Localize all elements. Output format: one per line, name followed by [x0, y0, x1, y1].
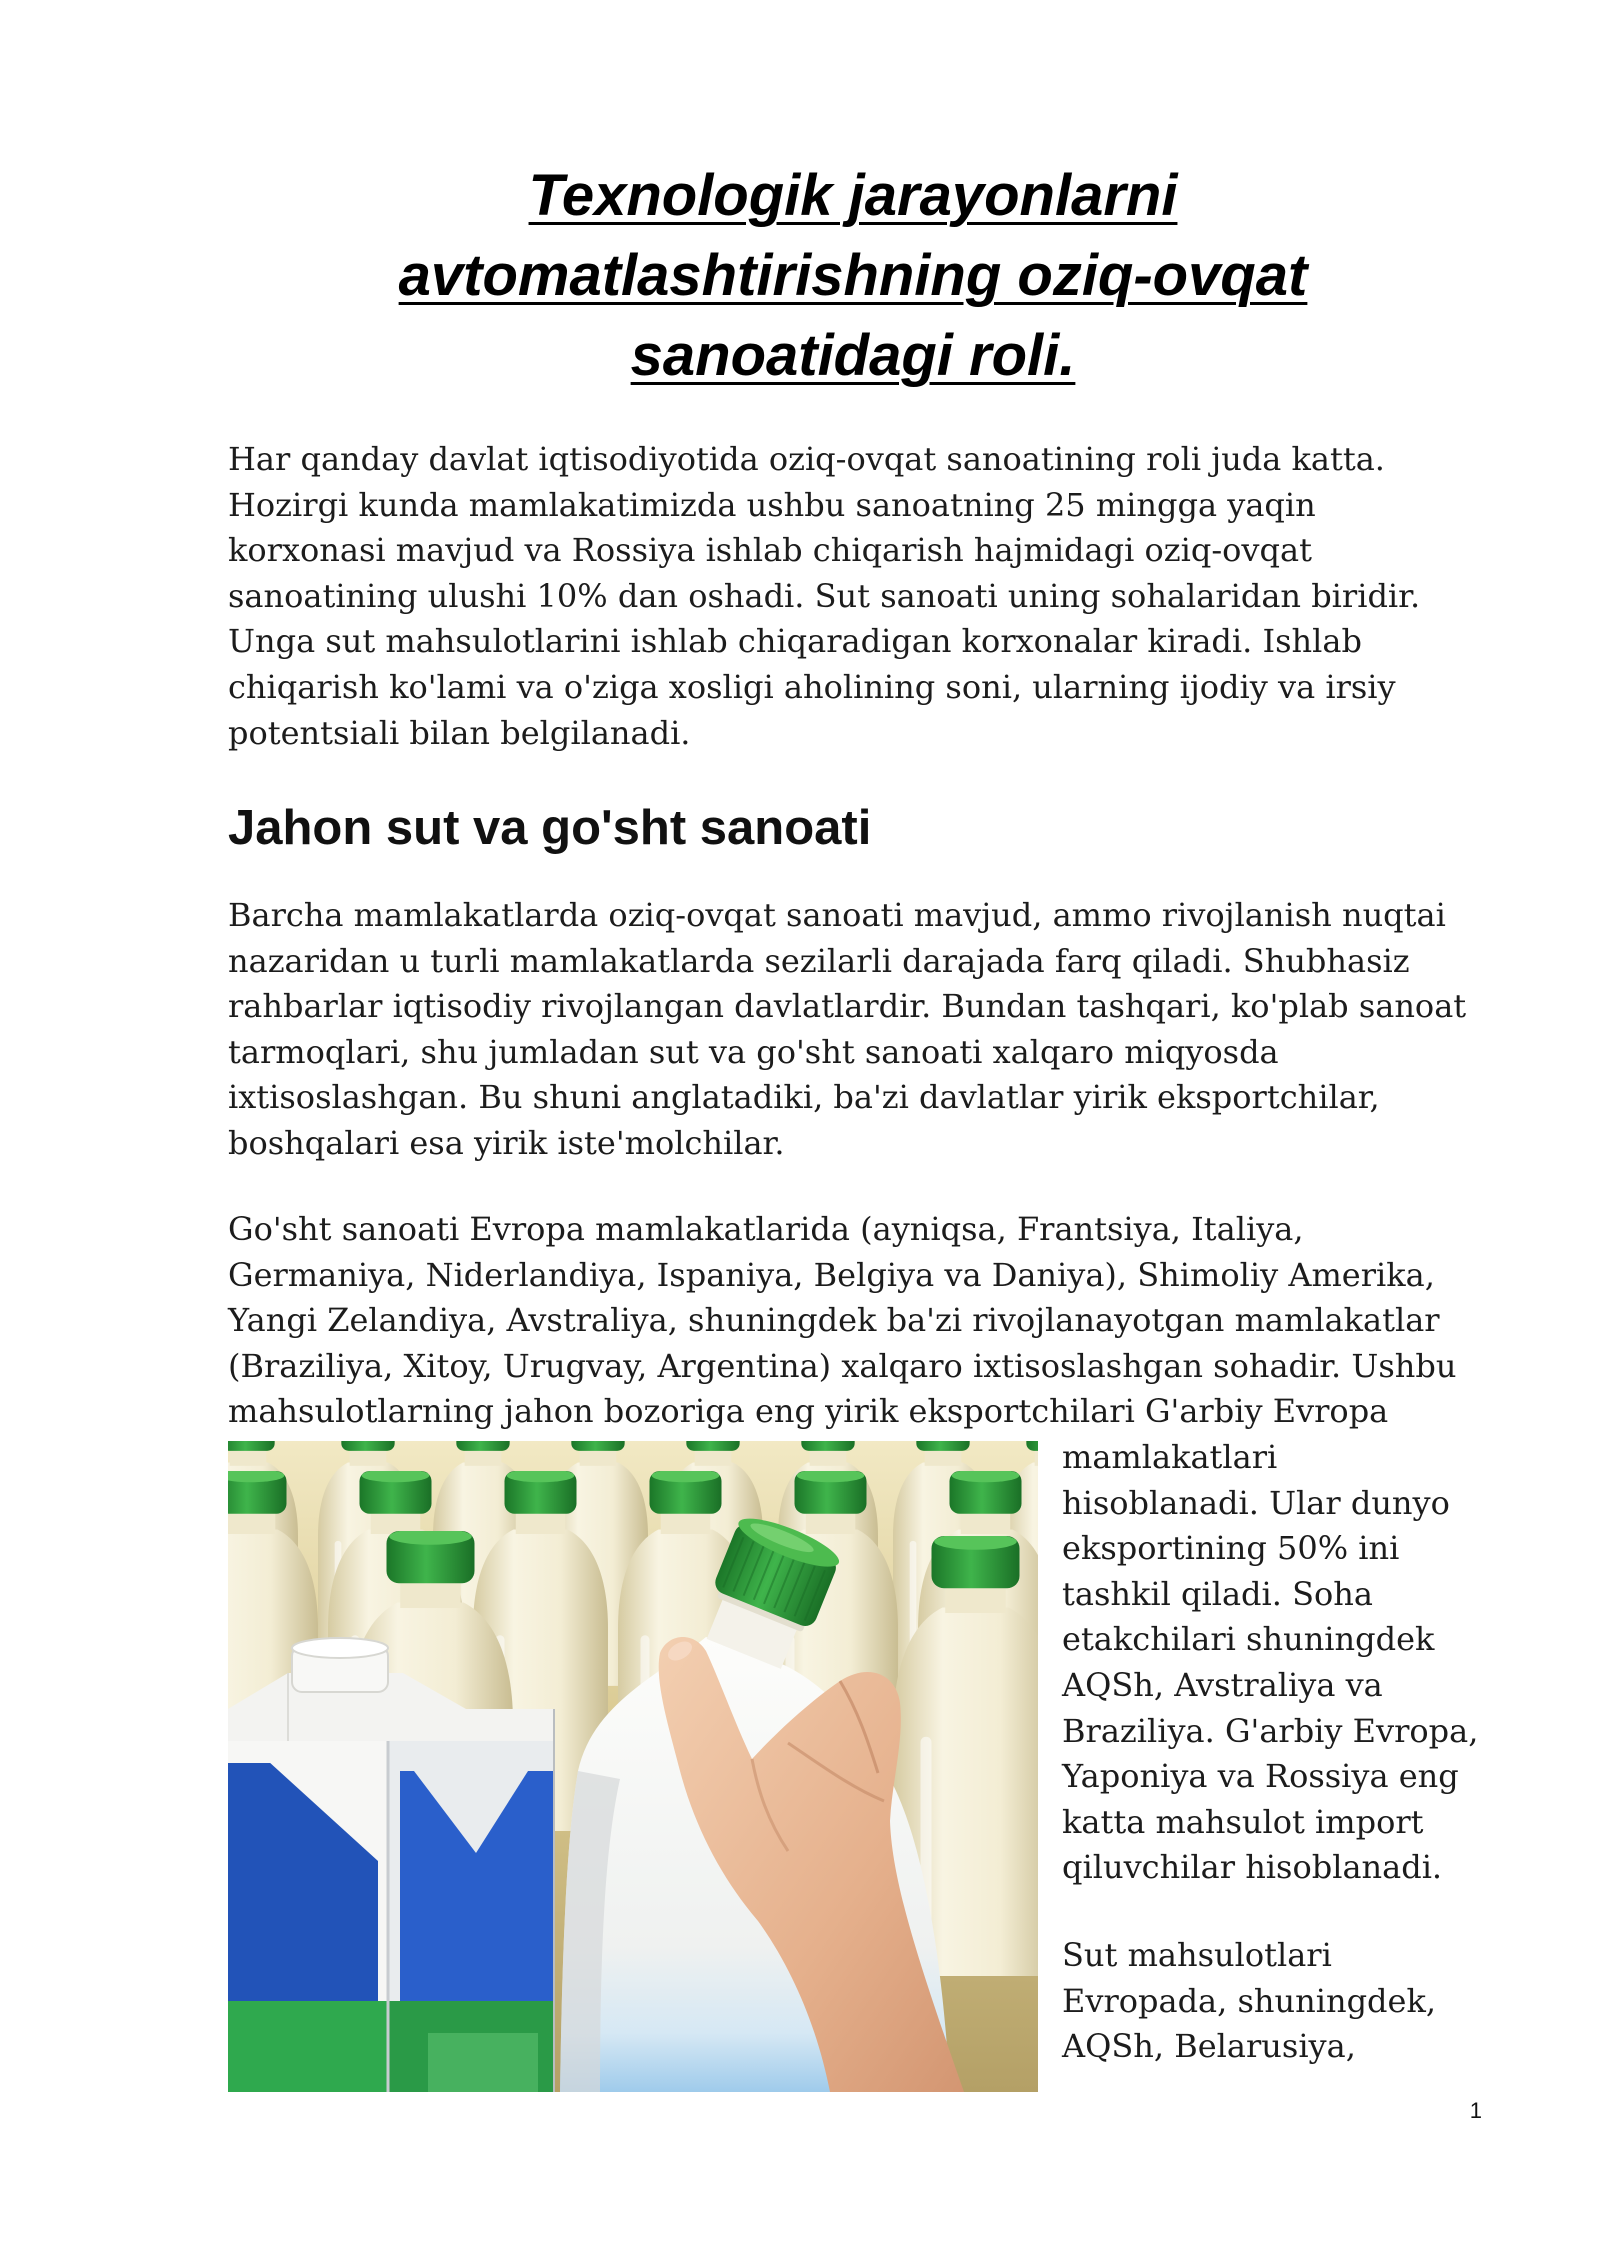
text-line: nazaridan u turli mamlakatlarda sezilarli darajada farq qiladi. Shubhasiz: [228, 941, 1410, 980]
title-line-2: avtomatlashtirishning oziq-ovqat: [398, 243, 1308, 308]
text-line: Evropada, shuningdek,: [1062, 1981, 1437, 2020]
text-line: chiqarish ko'lami va o'ziga xosligi aholining soni, ularning ijodiy va irsiy: [228, 667, 1396, 706]
text-line: sanoatining ulushi 10% dan oshadi. Sut sanoati uning sohalaridan biridir.: [228, 576, 1421, 615]
text-line: boshqalari esa yirik iste'molchilar.: [228, 1123, 785, 1162]
paragraph-2: [228, 893, 1466, 1167]
text-line: Unga sut mahsulotlarini ishlab chiqaradigan korxonalar kiradi. Ishlab: [228, 622, 1362, 661]
text-line: Hozirgi kunda mamlakatimizda ushbu sanoatning 25 mingga yaqin: [228, 485, 1316, 524]
text-line: Sut mahsulotlari: [1062, 1936, 1332, 1974]
milk-bottles-photo: [228, 1441, 1038, 2092]
text-line: AQSh, Belarusiya,: [1062, 2027, 1356, 2066]
text-line: ixtisoslashgan. Bu shuni anglatadiki, ba'zi davlatlar yirik eksportchilar,: [228, 1078, 1380, 1117]
paragraph-3-continued: [1062, 1435, 1478, 1891]
text-line: Yangi Zelandiya, Avstraliya, shuningdek ba'zi rivojlanayotgan mamlakatlar: [228, 1301, 1440, 1340]
section-heading: Jahon sut va go'sht sanoati: [228, 801, 872, 855]
text-line: Braziliya. G'arbiy Evropa,: [1062, 1711, 1479, 1750]
text-line: Go'sht sanoati Evropa mamlakatlarida (ayniqsa, Frantsiya, Italiya,: [228, 1210, 1304, 1248]
title-line-1: Texnologik jarayonlarni: [528, 163, 1178, 228]
text-line: Germaniya, Niderlandiya, Ispaniya, Belgiya va Daniya), Shimoliy Amerika,: [228, 1255, 1435, 1294]
document-title: [228, 156, 1478, 396]
page-number: 1: [1469, 2098, 1482, 2123]
text-line: eksportining 50% ini: [1062, 1529, 1400, 1568]
text-line: potentsiali bilan belgilanadi.: [228, 713, 691, 752]
text-line: Yaponiya va Rossiya eng: [1062, 1757, 1459, 1796]
title-line-3: sanoatidagi roli.: [630, 323, 1076, 388]
text-line: Har qanday davlat iqtisodiyotida oziq-ovqat sanoatining roli juda katta.: [228, 440, 1385, 478]
text-line: korxonasi mavjud va Rossiya ishlab chiqarish hajmidagi oziq-ovqat: [228, 531, 1312, 570]
text-line: mamlakatlari: [1062, 1438, 1278, 1476]
text-line: qiluvchilar hisoblanadi.: [1062, 1848, 1443, 1887]
text-line: hisoblanadi. Ular dunyo: [1062, 1483, 1450, 1522]
text-line: Barcha mamlakatlarda oziq-ovqat sanoati mavjud, ammo rivojlanish nuqtai: [228, 896, 1446, 934]
text-line: (Braziliya, Xitoy, Urugvay, Argentina) xalqaro ixtisoslashgan sohadir. Ushbu: [228, 1346, 1457, 1385]
paragraph-3: [228, 1207, 1456, 1435]
text-line: mahsulotlarning jahon bozoriga eng yirik eksportchilari G'arbiy Evropa: [228, 1392, 1389, 1431]
text-line: etakchilari shuningdek: [1062, 1620, 1435, 1659]
intro-paragraph: [228, 437, 1420, 756]
paragraph-4: [1062, 1933, 1436, 2070]
text-line: katta mahsulot import: [1062, 1802, 1424, 1841]
text-line: tashkil qiladi. Soha: [1062, 1574, 1373, 1613]
text-line: tarmoqlari, shu jumladan sut va go'sht sanoati xalqaro miqyosda: [228, 1032, 1279, 1071]
text-line: rahbarlar iqtisodiy rivojlangan davlatlardir. Bundan tashqari, ko'plab sanoat: [228, 987, 1467, 1026]
text-line: AQSh, Avstraliya va: [1062, 1665, 1383, 1704]
